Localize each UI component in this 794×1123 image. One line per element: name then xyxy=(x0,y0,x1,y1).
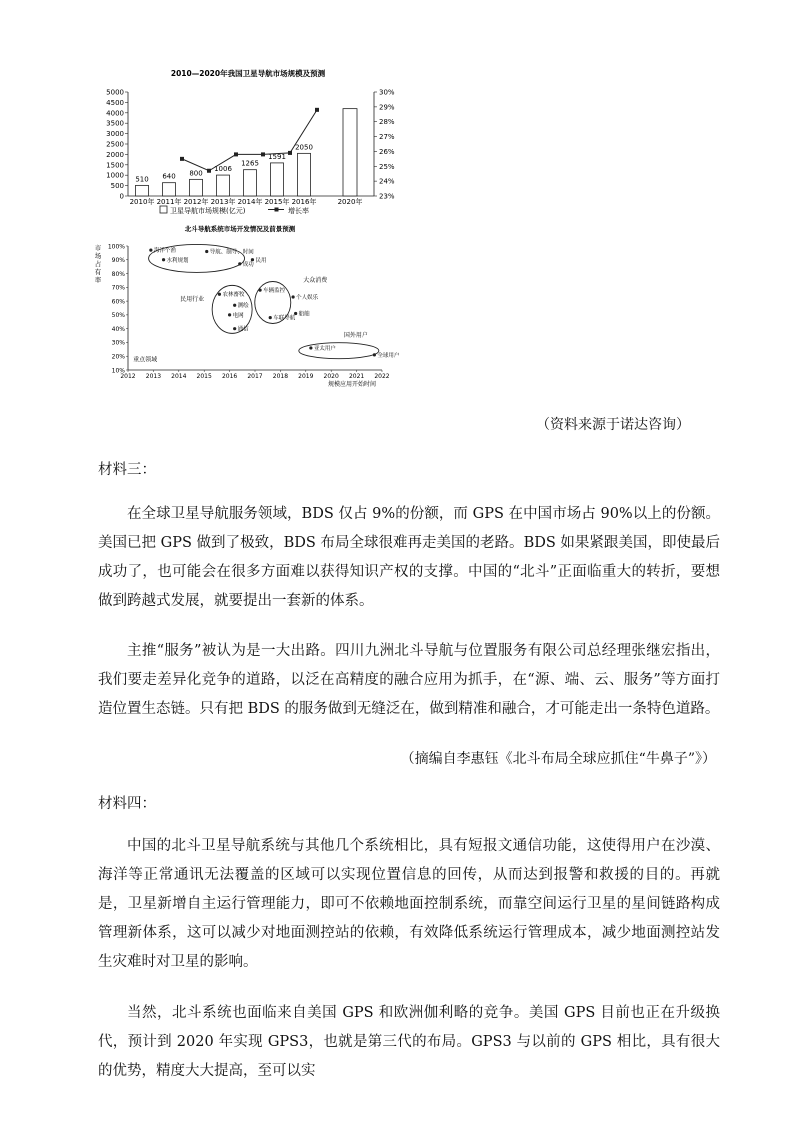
x-tick-label: 2013年 xyxy=(210,198,236,206)
data-source-note: （资料来源于诺达咨询） xyxy=(536,417,690,433)
data-point xyxy=(228,313,231,316)
bar xyxy=(298,153,311,196)
left-tick-label: 3000 xyxy=(106,130,124,139)
region-label: 大众消费 xyxy=(303,276,328,284)
region-label: 国外用户 xyxy=(343,331,368,339)
right-tick-label: 28% xyxy=(379,118,395,127)
bar-value-label: 1265 xyxy=(241,159,259,168)
data-point-label: 成功 xyxy=(242,261,254,268)
material4-paragraph-2: 当然，北斗系统也面临来自美国 GPS 和欧洲伽利略的竞争。美国 GPS 目前也正在升级换代，预计到 2020 年实现 GPS3，也就是第三代的布局。GPS3 与以前的 GPS 相比，具有很大的优势，精度大大提高，至可以实 xyxy=(98,1005,720,1079)
x-tick-label: 2022 xyxy=(374,373,390,380)
left-tick-label: 1500 xyxy=(106,161,124,170)
right-tick-label: 29% xyxy=(379,103,395,112)
y-tick-label: 30% xyxy=(111,339,125,347)
right-tick-label: 30% xyxy=(379,88,395,97)
bar-value-label: 510 xyxy=(135,175,149,184)
y-axis-label-char: 率 xyxy=(94,276,102,284)
data-point-label: 水利规划 xyxy=(166,257,189,264)
data-point-label: 车辆监控 xyxy=(263,288,286,295)
left-tick-label: 500 xyxy=(110,182,124,191)
material3-paragraph-1: 在全球卫星导航服务领域，BDS 仅占 9%的份额，而 GPS 在中国市场占 90%以上的份额。美国已把 GPS 做到了极致，BDS 布局全球很难再走美国的老路。BDS 如果紧跟美国，即使最后成功了，也可能会在很多方面难以获得知识产权的支撑。中国的“北斗”正面临重大的转折，要想做到跨越式发展，就要提出一套新的体系。 xyxy=(98,506,720,609)
bar-value-label: 640 xyxy=(162,172,176,181)
left-tick-label: 0 xyxy=(119,192,124,201)
data-point-label: 通信 xyxy=(237,326,249,333)
data-point xyxy=(205,250,208,253)
data-point-label: 测绘 xyxy=(237,303,249,310)
region-label: 重点领域 xyxy=(133,356,158,364)
legend-line-label: 增长率 xyxy=(288,207,309,215)
data-point xyxy=(218,293,221,296)
right-tick-label: 26% xyxy=(379,147,395,156)
bar xyxy=(217,175,230,196)
data-point-label: 农林畜牧 xyxy=(222,292,245,299)
growth-rate-point xyxy=(261,152,265,156)
bar-value-label: 1006 xyxy=(214,165,232,174)
chart-title: 北斗导航系统市场开发情况及前景预测 xyxy=(184,225,296,233)
x-tick-label: 2012年 xyxy=(183,198,209,206)
left-tick-label: 4000 xyxy=(106,109,124,118)
data-point-label: 船舶 xyxy=(298,311,310,318)
x-axis-label: 规模应用开始时间 xyxy=(327,381,376,388)
right-tick-label: 24% xyxy=(379,177,395,186)
market-size-chart xyxy=(98,64,398,220)
chart-title: 2010—2020年我国卫星导航市场规模及预测 xyxy=(170,69,326,78)
data-point-label: 个人娱乐 xyxy=(296,294,319,301)
y-tick-label: 70% xyxy=(111,284,125,292)
data-point-label: 民用 xyxy=(255,257,267,264)
growth-rate-point xyxy=(234,152,238,156)
bar xyxy=(244,170,257,196)
y-tick-label: 20% xyxy=(111,353,125,361)
y-tick-label: 40% xyxy=(111,325,125,333)
y-tick-label: 100% xyxy=(107,243,125,251)
y-tick-label: 80% xyxy=(111,270,125,278)
x-tick-label: 2012 xyxy=(120,373,136,380)
data-point xyxy=(373,353,376,356)
x-tick-label: 2019 xyxy=(298,373,314,380)
y-axis-label-char: 占 xyxy=(94,260,102,268)
data-point xyxy=(233,304,236,307)
data-point xyxy=(258,288,261,291)
material3-heading: 材料三： xyxy=(98,462,156,478)
bar-value-label: 1591 xyxy=(268,152,286,161)
beidou-market-chart xyxy=(92,222,400,398)
y-tick-label: 90% xyxy=(111,257,125,265)
bar xyxy=(190,179,203,196)
data-point xyxy=(251,258,254,261)
y-tick-label: 50% xyxy=(111,312,125,320)
y-axis-label-char: 有 xyxy=(94,268,102,276)
x-tick-label: 2010年 xyxy=(129,198,155,206)
right-tick-label: 25% xyxy=(379,162,395,171)
legend-bar-label: 卫星导航市场规模(亿元) xyxy=(170,207,246,215)
x-tick-label: 2014 xyxy=(171,373,187,380)
left-tick-label: 2500 xyxy=(106,140,124,149)
data-point-label: 亚太用户 xyxy=(313,345,336,352)
left-tick-label: 5000 xyxy=(106,88,124,97)
bar xyxy=(271,163,284,196)
bar-value-label: 800 xyxy=(189,169,203,178)
left-tick-label: 2000 xyxy=(106,150,124,159)
data-point xyxy=(238,262,241,265)
growth-rate-point xyxy=(180,157,184,161)
x-tick-label: 2021 xyxy=(348,373,365,380)
y-axis-label-char: 市 xyxy=(94,244,102,252)
chart-legend xyxy=(160,206,309,215)
material4-paragraph-1: 中国的北斗卫星导航系统与其他几个系统相比，具有短报文通信功能，这使得用户在沙漠、海洋等正常通讯无法覆盖的区域可以实现位置信息的回传，从而达到报警和救援的目的。再就是，卫星新增自主运行管理能力，即可不依赖地面控制系统，而靠空间运行卫星的星间链路构成管理新体系，这可以减少对地面测控站的依赖，有效降低系统运行管理成本，减少地面测控站发生灾难时对卫星的影响。 xyxy=(98,838,720,970)
y-tick-label: 10% xyxy=(111,367,125,375)
data-point-label: 全球用户 xyxy=(377,352,400,359)
bar xyxy=(163,183,176,196)
x-tick-label: 2018 xyxy=(272,373,289,380)
data-point-label: 车联导航 xyxy=(273,315,296,322)
material3-paragraph-2: 主推“服务”被认为是一大出路。四川九洲北斗导航与位置服务有限公司总经理张继宏指出，我们要走差异化竞争的道路，以泛在高精度的融合应用为抓手，在“源、端、云、服务”等方面打造位置生态链。只有把 BDS 的服务做到无缝泛在，做到精准和融合，才可能走出一条特色道路。 xyxy=(98,643,720,717)
bar xyxy=(343,109,357,196)
material4-heading: 材料四： xyxy=(98,796,156,812)
x-tick-label: 2014年 xyxy=(237,198,263,206)
right-tick-label: 23% xyxy=(379,192,395,201)
x-tick-label: 2016年 xyxy=(291,198,317,206)
bar xyxy=(136,185,149,196)
left-tick-label: 4500 xyxy=(106,98,124,107)
x-tick-label: 2015 xyxy=(196,373,212,380)
growth-rate-point xyxy=(207,169,211,173)
legend-bar-swatch xyxy=(160,206,167,213)
left-tick-label: 3500 xyxy=(106,119,124,128)
right-tick-label: 27% xyxy=(379,133,395,142)
x-tick-label: 2020 xyxy=(323,373,339,380)
growth-rate-point xyxy=(315,108,319,112)
data-point-label: 电网 xyxy=(232,312,244,319)
data-point-label: 海洋个渔 xyxy=(153,248,176,255)
region-ellipse xyxy=(299,343,379,359)
region-label: 民用行业 xyxy=(180,296,205,304)
x-tick-label: 2015年 xyxy=(264,198,290,206)
data-point xyxy=(162,258,165,261)
growth-rate-point xyxy=(288,151,292,155)
bar-value-label: 2050 xyxy=(295,143,313,152)
left-tick-label: 1000 xyxy=(106,171,124,180)
x-tick-label: 2013 xyxy=(145,373,162,380)
data-point xyxy=(309,346,312,349)
data-point xyxy=(292,295,295,298)
data-point-label: 导航、制导、时间 xyxy=(209,249,254,256)
data-point xyxy=(294,312,297,315)
y-tick-label: 60% xyxy=(111,298,125,306)
x-tick-label: 2011年 xyxy=(156,198,182,206)
y-axis-label-char: 场 xyxy=(94,252,102,260)
material3-excerpt-source: （摘编自李惠钰《北斗布局全球应抓住“牛鼻子”》） xyxy=(400,751,716,767)
data-point xyxy=(149,249,152,252)
data-point xyxy=(269,316,272,319)
data-point xyxy=(233,327,236,330)
x-tick-label: 2016 xyxy=(221,373,238,380)
legend-line-marker xyxy=(275,208,279,212)
x-tick-label: 2020年 xyxy=(337,198,363,206)
x-tick-label: 2017 xyxy=(247,373,263,380)
